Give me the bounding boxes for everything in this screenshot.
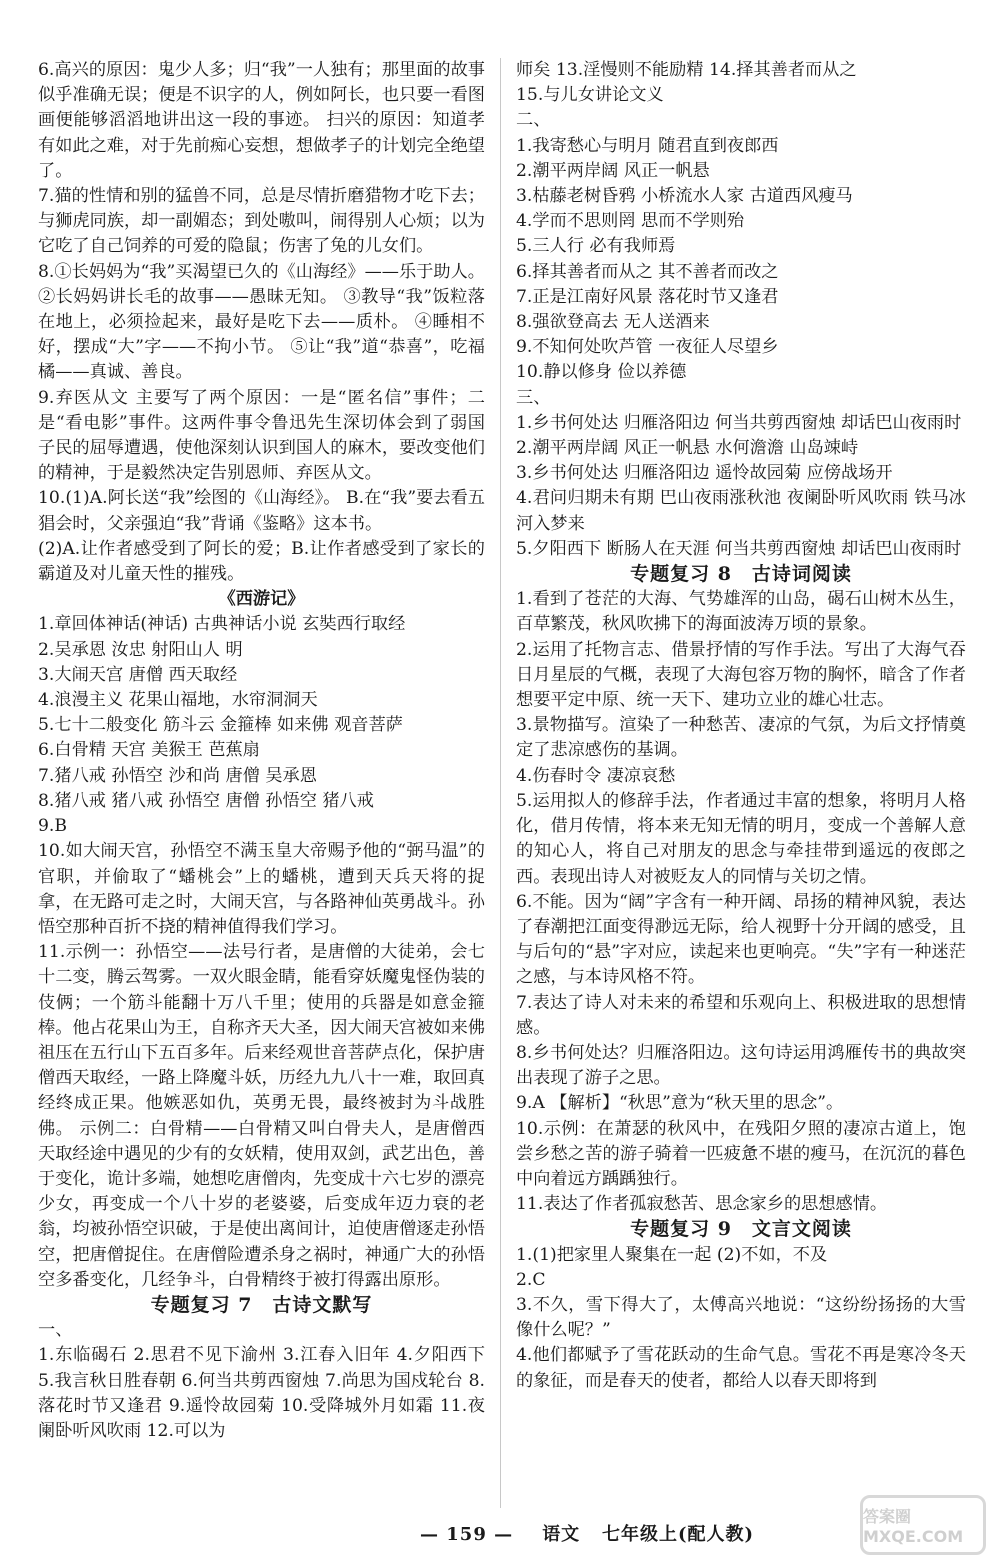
part-heading: 二、 (516, 110, 551, 131)
answer-line: 2.潮平两岸阔 风正一帆悬 水何澹澹 山岛竦峙 (516, 438, 859, 459)
section-title-9: 专题复习 9 文言文阅读 (630, 1218, 852, 1241)
page-number: — 159 — (420, 1524, 514, 1545)
page-footer (420, 1520, 754, 1546)
answer-paragraph: 1.看到了苍茫的大海、气势雄浑的山岛，碣石山树木丛生，百草繁茂，秋风吹拂下的海面波涛万顷的景象。 (516, 589, 966, 635)
answer-line: 3.枯藤老树昏鸦 小桥流水人家 古道西风瘦马 (516, 186, 853, 207)
answer-paragraph: 10.示例：在萧瑟的秋风中，在残阳夕照的凄凉古道上，饱尝乡愁之苦的游子骑着一匹疲惫不堪的瘦马，在沉沉的暮色中向着远方踽踽独行。 (516, 1118, 966, 1189)
answer-line: 2.C (516, 1269, 546, 1290)
answer-line: 师矣 13.淫慢则不能励精 14.择其善者而从之 (516, 60, 857, 80)
answer-line: 9.不知何处吹芦管 一夜征人尽望乡 (516, 337, 779, 358)
answer-line: 2.吴承恩 汝忠 射阳山人 明 (38, 639, 243, 660)
answer-line: 11.表达了作者孤寂愁苦、思念家乡的思想感情。 (516, 1194, 888, 1215)
answer-line: 7.正是江南好风景 落花时节又逢君 (516, 286, 779, 307)
answer-line: 5.七十二般变化 筋斗云 金箍棒 如来佛 观音菩萨 (38, 715, 403, 736)
answer-line: 8.强欲登高去 无人送酒来 (516, 312, 710, 333)
answer-line: 1.章回体神话(神话) 古典神话小说 玄奘西行取经 (38, 614, 406, 635)
watermark-logo: 答案圈 MXQE.COM (860, 1495, 986, 1555)
answer-line: 2.潮平两岸阔 风正一帆悬 (516, 160, 710, 181)
answer-paragraph: (2)A.让作者感受到了阿长的爱；B.让作者感受到了家长的霸道及对儿童天性的摧残。 (38, 538, 485, 585)
answer-line: 4.伤春时令 凄凉哀愁 (516, 765, 676, 786)
answer-paragraph: 6.不能。因为“阔”字含有一种开阔、昂扬的精神风貌，表达了春潮把江面变得渺远无际，给人视野十分开阔的感受，且与后句的“悬”字对应，读起来也更响亮。“失”字有一种迷茫之感，与本诗风格不符。 (516, 891, 966, 988)
answer-paragraph: 7.表达了诗人对未来的希望和乐观向上、积极进取的思想情感。 (516, 992, 966, 1038)
answer-paragraph: 10.(1)A.阿长送“我”绘图的《山海经》。 B.在“我”要去看五猖会时，父亲强迫“我”背诵《鉴略》这本书。 (38, 488, 485, 534)
answer-paragraph: 1.东临碣石 2.思君不见下渝州 3.江春入旧年 4.夕阳西下 5.我言秋日胜春朝 6.何当共剪西窗烛 7.尚思为国戍轮台 8.落花时节又逢君 9.遥怜故园菊 10.受降城外月如霜 11.夜阑卧听风吹雨 12.可以为 (38, 1345, 485, 1441)
answer-line: 5.三人行 必有我师焉 (516, 236, 676, 257)
answer-line: 3.大闹天宫 唐僧 西天取经 (38, 664, 238, 685)
answer-paragraph: 8.①长妈妈为“我”买渴望已久的《山海经》——乐于助人。 ②长妈妈讲长毛的故事——愚昧无知。 ③教导“我”饭粒落在地上，必须捡起来，最好是吃下去——质朴。 ④睡相不好，摆成“大”字——不拘小节。 ⑤让“我”道“恭喜”，吃福橘——真诚、善良。 (38, 261, 485, 383)
answer-paragraph: 2.运用了托物言志、借景抒情的写作手法。写出了大海气吞日月星辰的气概，表现了大海包容万物的胸怀，暗含了作者想要平定中原、统一天下、建功立业的雄心壮志。 (516, 639, 966, 711)
answer-line: 4.学而不思则罔 思而不学则殆 (516, 211, 745, 232)
answer-line: 7.猪八戒 孙悟空 沙和尚 唐僧 吴承恩 (38, 765, 317, 786)
answer-paragraph: 3.不久，雪下得大了，太傅高兴地说：“这纷纷扬扬的大雪像什么呢？” (516, 1294, 966, 1341)
answer-line: 6.择其善者而从之 其不善者而改之 (516, 261, 779, 282)
answer-line: 9.B (38, 816, 68, 837)
part-heading: 一、 (38, 1320, 73, 1341)
answer-line: 6.白骨精 天宫 美猴王 芭蕉扇 (38, 740, 260, 761)
left-column (38, 58, 485, 1444)
section-title-8: 专题复习 8 古诗词阅读 (630, 563, 852, 586)
answer-line: 15.与儿女讲论文义 (516, 85, 664, 106)
subject-label: 语文 (542, 1524, 581, 1545)
answer-line: 1.我寄愁心与明月 随君直到夜郎西 (516, 135, 779, 156)
answer-line: 4.浪漫主义 花果山福地，水帘洞洞天 (38, 690, 318, 711)
answer-line: 10.静以修身 俭以养德 (516, 362, 687, 383)
book-title-xiyouji: 《西游记》 (218, 589, 305, 610)
answer-paragraph: 9.弃医从文 主要写了两个原因：一是“匿名信”事件；二是“看电影”事件。这两件事令鲁迅先生深切体会到了弱国子民的屈辱遭遇，使他深刻认识到国人的麻木，要改变他们的精神，于是毅然决定告别恩师、弃医从文。 (38, 387, 485, 484)
answer-line: 1.(1)把家里人聚集在一起 (2)不如，不及 (516, 1244, 828, 1265)
section-title-7: 专题复习 7 古诗文默写 (150, 1293, 373, 1316)
answer-line: 5.夕阳西下 断肠人在天涯 何当共剪西窗烛 却话巴山夜雨时 (516, 538, 962, 559)
grade-label: 七年级上(配人教) (602, 1524, 755, 1545)
answer-line: 1.乡书何处达 归雁洛阳边 何当共剪西窗烛 却话巴山夜雨时 (516, 412, 962, 433)
answer-paragraph: 10.如大闹天宫，孙悟空不满玉皇大帝赐予他的“弼马温”的官职，并偷取了“蟠桃会”上的蟠桃，遭到天兵天将的捉拿，在无路可走之时，大闹天宫，与各路神仙英勇战斗。孙悟空那种百折不挠的精神值得我们学习。 (38, 841, 485, 937)
answer-line: 9.A 【解析】“秋思”意为“秋天里的思念”。 (516, 1093, 844, 1114)
answer-paragraph: 3.景物描写。渲染了一种愁苦、凄凉的气氛，为后文抒情奠定了悲凉感伤的基调。 (516, 715, 966, 761)
answer-line: 4.君问归期未有期 巴山夜雨涨秋池 夜阑卧听风吹雨 铁马冰河入梦来 (516, 488, 966, 534)
answer-paragraph: 7.猫的性情和别的猛兽不同，总是尽情折磨猎物才吃下去；与狮虎同族，却一副媚态；到处嗷叫，闹得别人心烦；以为它吃了自己饲养的可爱的隐鼠；伤害了兔的儿女们。 (38, 186, 485, 257)
answer-paragraph: 6.高兴的原因：鬼少人多；归“我”一人独有；那里面的故事似乎准确无误；便是不识字的人，例如阿长，也只要一看图画便能够滔滔地讲出这一段的事迹。 扫兴的原因：知道孝有如此之难，对于先前痴心妄想，想做孝子的计划完全绝望了。 (38, 60, 485, 181)
answer-paragraph: 8.乡书何处达？归雁洛阳边。这句诗运用鸿雁传书的典故突出表现了游子之思。 (516, 1042, 966, 1089)
answer-paragraph: 5.运用拟人的修辞手法，作者通过丰富的想象，将明月人格化，借月传情，将本来无知无情的明月，变成一个善解人意的知心人，将自己对朋友的思念与牵挂带到遥远的夜郎之西。表现出诗人对被贬友人的同情与关切之情。 (516, 790, 966, 887)
right-column (516, 58, 966, 1394)
answer-line: 8.猪八戒 猪八戒 孙悟空 唐僧 孙悟空 猪八戒 (38, 790, 374, 811)
part-heading: 三、 (516, 387, 551, 408)
answer-paragraph: 4.他们都赋予了雪花跃动的生命气息。雪花不再是寒冷冬天的象征，而是春天的使者，都给人以春天即将到 (516, 1345, 966, 1391)
answer-paragraph: 11.示例一：孙悟空——法号行者，是唐僧的大徒弟，会七十二变，腾云驾雾。一双火眼金睛，能看穿妖魔鬼怪伪装的伎俩；一个筋斗能翻十万八千里；使用的兵器是如意金箍棒。他占花果山为王，自称齐天大圣，因大闹天宫被如来佛祖压在五行山下五百多年。后来经观世音菩萨点化，保护唐僧西天取经，一路上降魔斗妖，历经九九八十一难，取回真经终成正果。他嫉恶如仇，英勇无畏，最终被封为斗战胜佛。 示例二：白骨精——白骨精又叫白骨夫人，是唐僧西天取经途中遇见的少有的女妖精，使用双剑，武艺出色，善于变化，诡计多端，她想吃唐僧肉，先变成十六七岁的漂亮少女，再变成一个八十岁的老婆婆，后变成年迈力衰的老翁，均被孙悟空识破，于是使出离间计，迫使唐僧逐走孙悟空，把唐僧捉住。在唐僧险遭杀身之祸时，神通广大的孙悟空多番变化，几经争斗，白骨精终于被打得露出原形。 (38, 942, 485, 1290)
column-divider (500, 58, 501, 1508)
answer-line: 3.乡书何处达 归雁洛阳边 遥怜故园菊 应傍战场开 (516, 463, 893, 484)
